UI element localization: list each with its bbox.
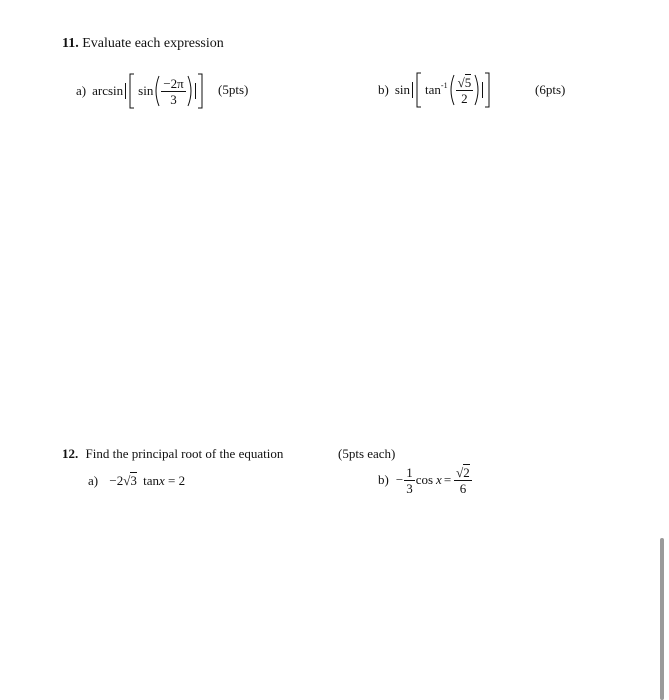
question-12-points: (5pts each)	[338, 446, 396, 461]
question-12b-sign: −	[395, 472, 404, 487]
vertical-scrollbar[interactable]	[660, 538, 664, 700]
question-12b-fraction-numerator: 1	[406, 464, 413, 480]
question-12-title: Find the principal root of the equation	[85, 446, 284, 461]
question-12a-function: tan	[143, 473, 159, 488]
question-12b-rhs-fraction	[454, 466, 472, 495]
question-12b-variable: x	[436, 472, 442, 487]
question-12b-fraction-denominator: 3	[406, 480, 413, 496]
left-paren-icon	[153, 75, 160, 107]
left-paren-icon	[448, 74, 455, 106]
question-11b-inverse-exponent: -1	[440, 80, 448, 90]
right-paren-icon	[474, 74, 481, 106]
question-11-number: 11	[62, 36, 76, 51]
question-11a-expression	[76, 72, 204, 110]
question-11a-numerator: −2π	[163, 75, 184, 91]
question-12b-rhs-numerator: √2	[456, 464, 470, 480]
question-12b-function: cos	[415, 472, 434, 487]
question-12a-variable: x	[158, 473, 165, 488]
question-11a-outer-function: arcsin	[92, 83, 124, 98]
question-12a-equation: a) −2√3 tanx = 2	[88, 473, 186, 488]
question-11b-outer-function: sin	[394, 82, 411, 97]
question-12a-coefficient: −2	[109, 473, 124, 488]
question-12-number: 12	[62, 446, 75, 461]
question-11b-numerator: √5	[457, 74, 472, 90]
left-square-bracket-icon	[415, 72, 422, 108]
question-12b-rhs-denominator: 6	[459, 480, 467, 496]
question-11a-denominator: 3	[170, 91, 177, 107]
question-12b-equation	[378, 463, 473, 497]
question-11b-denominator: 2	[461, 90, 468, 106]
question-12a-label: a)	[88, 473, 99, 488]
question-11b-points: (6pts)	[535, 82, 566, 97]
question-12b-equals: =	[443, 472, 452, 487]
question-12a-radicand: 3	[130, 473, 137, 488]
question-11-title: Evaluate each expression	[82, 36, 224, 51]
question-12b-label: b)	[378, 472, 389, 487]
question-11b-radicand: 5	[464, 74, 472, 90]
question-11a-label: a)	[76, 83, 87, 98]
question-12-heading: 12. Find the principal root of the equation	[62, 446, 284, 461]
question-12a-rhs: = 2	[168, 473, 186, 488]
right-square-bracket-icon	[484, 72, 491, 108]
question-11b-inner-function: tan	[425, 82, 441, 97]
question-11b-label: b)	[378, 82, 389, 97]
question-12b-rhs-radicand: 2	[463, 464, 470, 480]
right-square-bracket-icon	[197, 73, 204, 109]
question-11a-points: (5pts)	[218, 82, 249, 97]
right-paren-icon	[187, 75, 194, 107]
question-12b-fraction	[404, 466, 415, 495]
question-11-heading: 11. Evaluate each expression	[62, 36, 224, 51]
question-11b-fraction	[456, 76, 474, 105]
question-11b-expression	[378, 71, 491, 109]
left-square-bracket-icon	[128, 73, 135, 109]
question-11a-inner-function: sin	[138, 83, 154, 98]
question-11a-fraction	[161, 77, 185, 106]
